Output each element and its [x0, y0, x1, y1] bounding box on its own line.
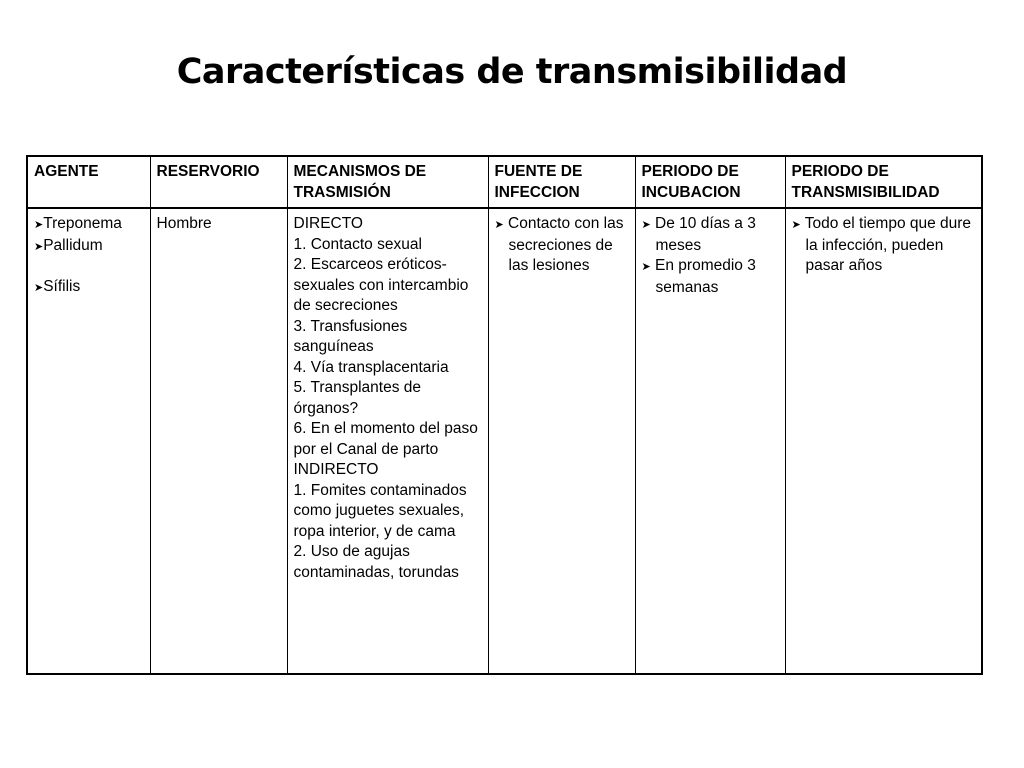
header-fuente: FUENTE DE INFECCION: [488, 156, 635, 208]
fuente-item: ➤ Contacto con las secreciones de las lesiones: [494, 215, 624, 274]
cell-reservorio: Hombre: [150, 208, 287, 674]
directo-item: 6. En el momento del paso por el Canal de parto: [293, 420, 478, 458]
directo-item: 3. Transfusiones sanguíneas: [293, 317, 408, 355]
cell-mecanismos: [287, 208, 488, 674]
arrow-bullet-icon: ➤: [34, 281, 44, 294]
agente-item: ➤Pallidum: [34, 236, 103, 254]
table-header-row: [27, 156, 982, 208]
arrow-bullet-icon: ➤: [791, 218, 801, 231]
incubacion-item: ➤ De 10 días a 3 meses: [641, 215, 756, 254]
slide-title: Características de transmisibilidad: [176, 52, 848, 92]
directo-label: DIRECTO: [293, 215, 363, 232]
table-row: [27, 208, 982, 674]
incubacion-item: ➤ En promedio 3 semanas: [641, 257, 756, 296]
indirecto-item: 1. Fomites contaminados como juguetes sexuales, ropa interior, y de cama: [293, 481, 467, 540]
header-agente: AGENTE: [27, 156, 150, 208]
arrow-bullet-icon: ➤: [641, 260, 651, 273]
arrow-bullet-icon: ➤: [34, 239, 44, 253]
cell-incubacion: [635, 208, 785, 674]
directo-item: 2. Escarceos eróticos-sexuales con intercambio de secreciones: [293, 256, 469, 314]
arrow-bullet-icon: ➤: [641, 218, 651, 231]
transmissibility-table: [26, 155, 983, 675]
directo-item: 5. Transplantes de órganos?: [293, 379, 422, 417]
spacer: [34, 257, 144, 277]
transmisibilidad-item: ➤ Todo el tiempo que dure la infección, pueden pasar años: [791, 215, 972, 274]
directo-item: 1. Contacto sexual: [293, 235, 422, 253]
header-reservorio: RESERVORIO: [150, 156, 287, 208]
indirecto-label: INDIRECTO: [293, 461, 379, 478]
header-mecanismos: MECANISMOS DE TRASMISIÓN: [287, 156, 488, 208]
cell-agente: [27, 208, 150, 674]
cell-fuente: [488, 208, 635, 674]
agente-disease: ➤Sífilis: [34, 278, 81, 295]
cell-transmisibilidad: [785, 208, 982, 674]
directo-item: 4. Vía transplacentaria: [293, 358, 449, 376]
header-transmisibilidad: PERIODO DE TRANSMISIBILIDAD: [785, 156, 982, 208]
indirecto-item: 2. Uso de agujas contaminadas, torundas: [293, 543, 459, 581]
arrow-bullet-icon: ➤: [34, 218, 44, 231]
header-incubacion: PERIODO DE INCUBACION: [635, 156, 785, 208]
agente-item: ➤Treponema: [34, 215, 122, 232]
arrow-bullet-icon: ➤: [494, 218, 504, 231]
